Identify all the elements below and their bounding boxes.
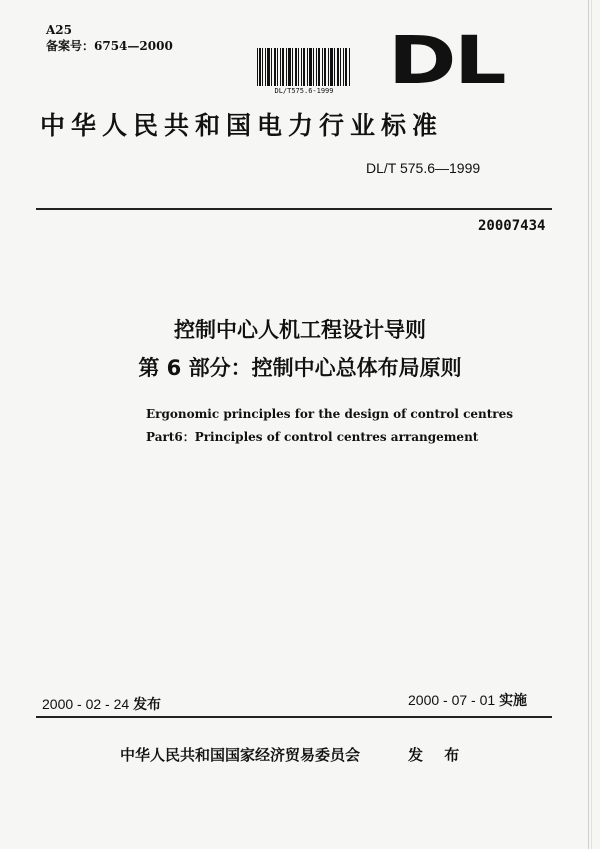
chinese-title-line2: 第 6 部分：控制中心总体布局原则 — [138, 356, 462, 380]
dl-logo: DL — [388, 22, 505, 99]
issue-date — [42, 694, 161, 714]
english-title-line2: Part6：Principles of control centres arrangement — [146, 430, 479, 444]
industry-standard-title: 中华人民共和国电力行业标准 — [40, 111, 444, 140]
issue-date-value: 2000 - 02 - 24 — [42, 696, 130, 712]
issuing-authority: 中华人民共和国国家经济贸易委员会 — [120, 746, 361, 764]
barcode-text: DL/T575.6-1999 — [274, 87, 334, 95]
english-title-line1: Ergonomic principles for the design of control centres — [146, 407, 513, 421]
barcode — [256, 48, 352, 98]
bottom-divider — [36, 716, 552, 718]
document-id-stamp: 20007434 — [478, 218, 546, 234]
implementation-label: 实施 — [499, 692, 528, 708]
barcode-bars — [256, 48, 352, 86]
header-codes — [46, 22, 173, 54]
issue-label: 发布 — [133, 696, 162, 712]
standard-number: DL/T 575.6—1999 — [366, 160, 481, 176]
classification-code: A25 — [46, 23, 73, 37]
issue-action: 发 布 — [408, 746, 468, 764]
implementation-date — [408, 690, 527, 710]
filing-number: 备案号：6754—2000 — [46, 39, 173, 53]
chinese-title-line1: 控制中心人机工程设计导则 — [174, 318, 426, 342]
scan-edge-artifact — [584, 0, 594, 849]
top-divider — [36, 208, 552, 210]
implementation-date-value: 2000 - 07 - 01 — [408, 692, 496, 708]
